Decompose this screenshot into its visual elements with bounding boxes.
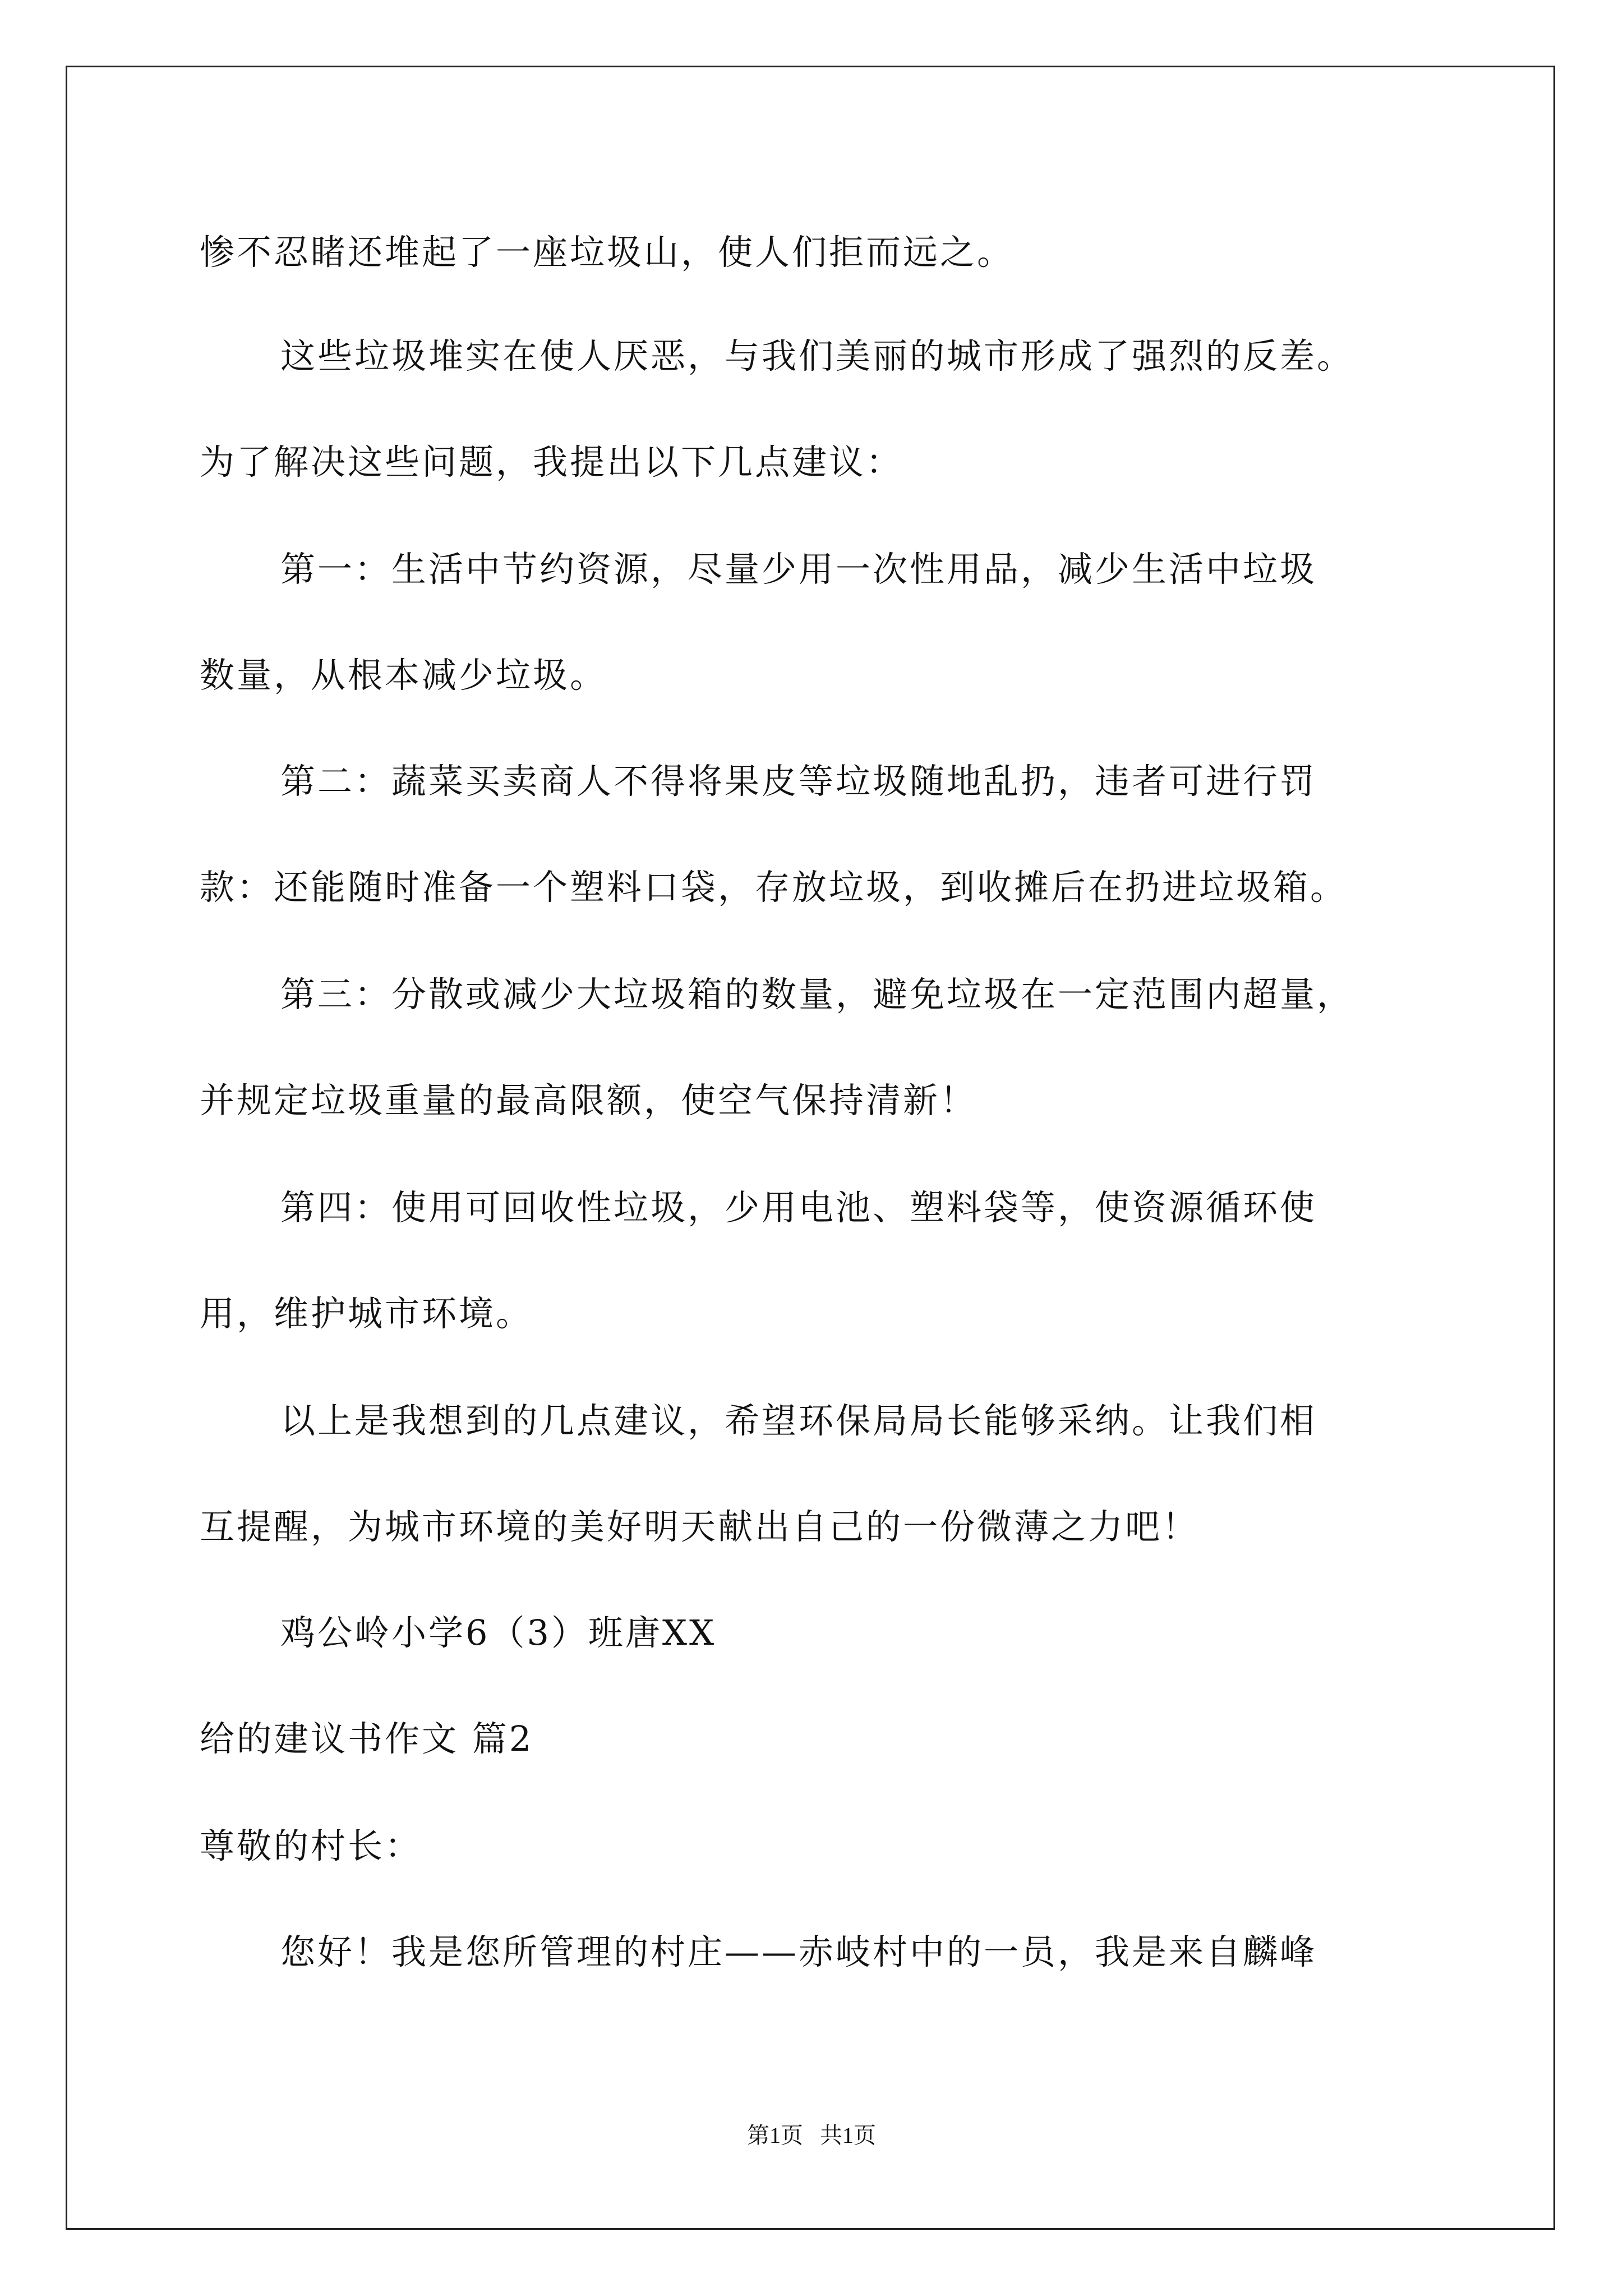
- text-line: 第三：分散或减少大垃圾箱的数量，避免垃圾在一定范围内超量，: [280, 974, 1354, 1015]
- text-line: 第一：生活中节约资源，尽量少用一次性用品，减少生活中垃圾: [280, 549, 1317, 590]
- text-line: 您好！我是您所管理的村庄——赤岐村中的一员，我是来自麟峰: [280, 1931, 1317, 1972]
- text-line: 第二：蔬菜买卖商人不得将果皮等垃圾随地乱扔，违者可进行罚: [280, 761, 1317, 802]
- text-line: 款：还能随时准备一个塑料口袋，存放垃圾，到收摊后在扔进垃圾箱。: [200, 867, 1348, 908]
- text-line: 用，维护城市环境。: [200, 1293, 533, 1334]
- page-border: [66, 66, 1555, 2230]
- text-line: 互提醒，为城市环境的美好明天献出自己的一份微薄之力吧！: [200, 1506, 1200, 1547]
- section-heading: 给的建议书作文 篇2: [200, 1718, 534, 1759]
- text-line: 并规定垃圾重量的最高限额，使空气保持清新！: [200, 1080, 978, 1121]
- text-line: 数量，从根本减少垃圾。: [200, 655, 607, 696]
- salutation: 尊敬的村长：: [200, 1825, 422, 1866]
- text-line: 第四：使用可回收性垃圾，少用电池、塑料袋等，使资源循环使: [280, 1187, 1317, 1228]
- text-line: 惨不忍睹还堆起了一座垃圾山，使人们拒而远之。: [200, 232, 1015, 273]
- signature-line: 鸡公岭小学6（3）班唐XX: [280, 1612, 717, 1653]
- text-line: 这些垃圾堆实在使人厌恶，与我们美丽的城市形成了强烈的反差。: [280, 335, 1354, 376]
- text-line: 以上是我想到的几点建议，希望环保局局长能够采纳。让我们相: [280, 1400, 1317, 1441]
- page-footer: 第1页 共1页: [747, 2123, 876, 2148]
- text-line: 为了解决这些问题，我提出以下几点建议：: [200, 441, 903, 482]
